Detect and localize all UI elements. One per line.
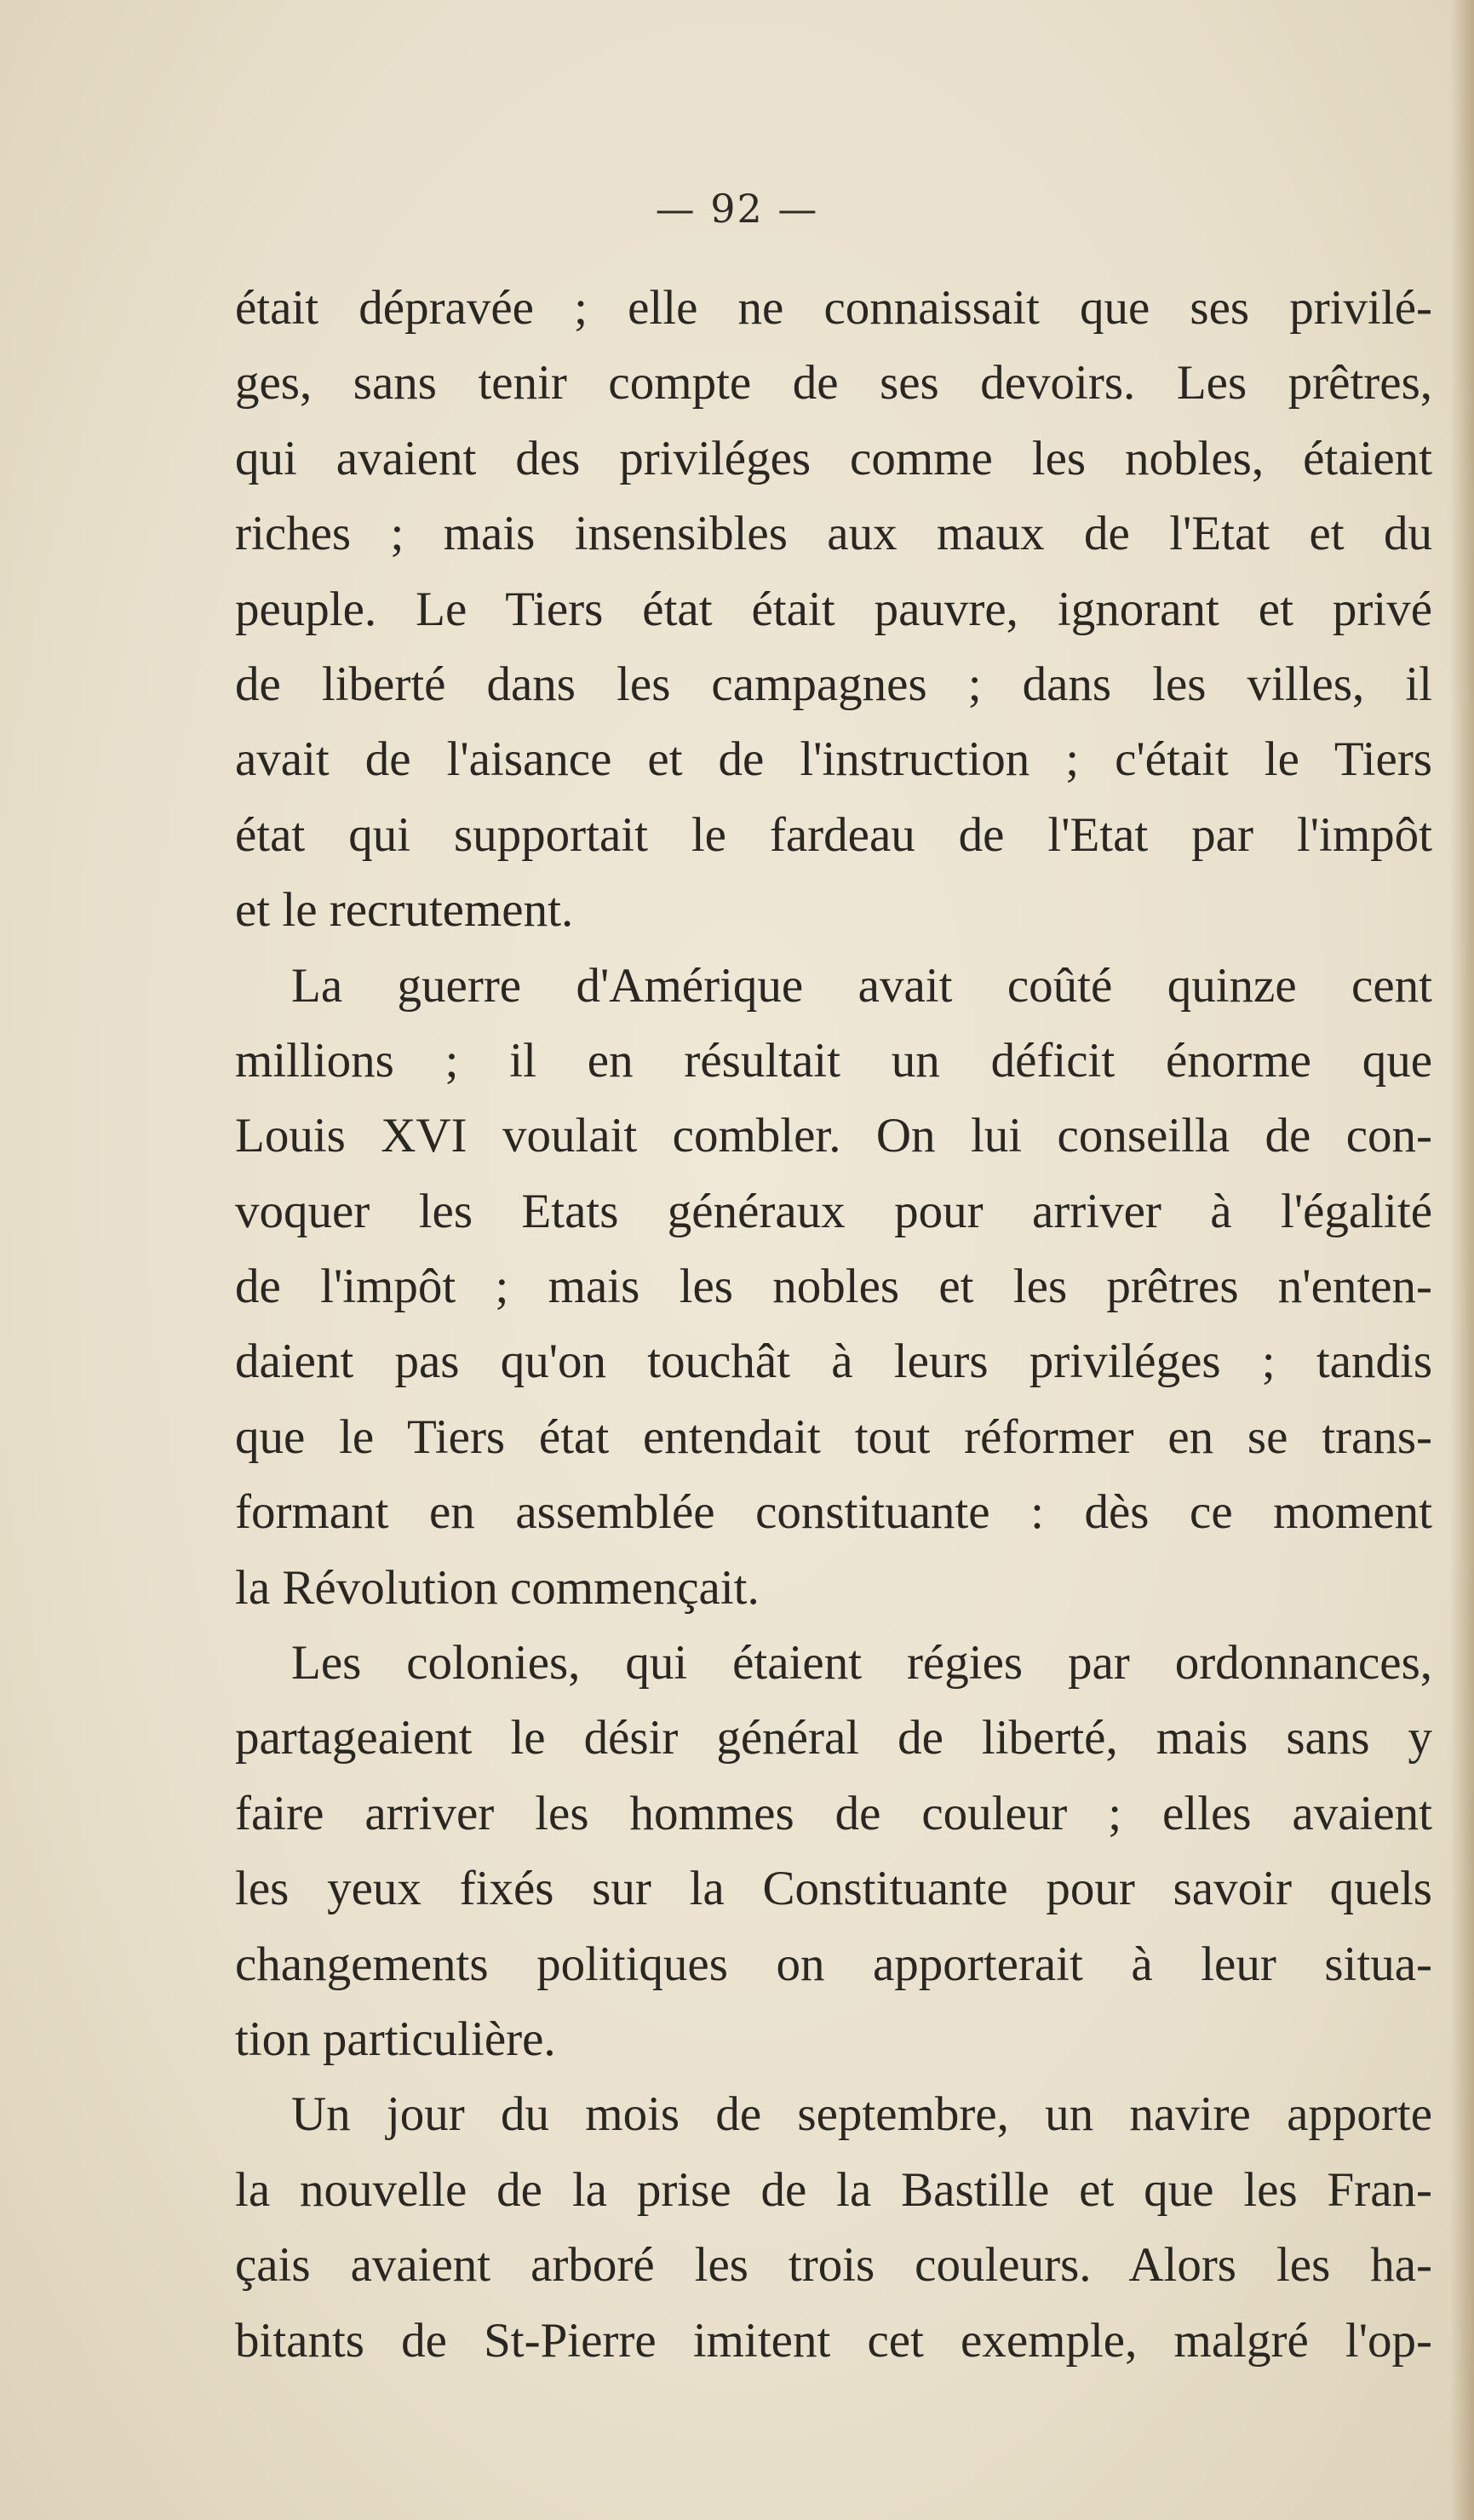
- paragraph-start-line: La guerre d'Amérique avait coûté quinze cent: [291, 958, 1432, 1013]
- text-line: Louis XVI voulait combler. On lui conseilla de con-: [235, 1109, 1432, 1163]
- paragraph-start-line: Un jour du mois de septembre, un navire apporte: [291, 2087, 1432, 2142]
- text-line: faire arriver les hommes de couleur ; elles avaient: [235, 1786, 1432, 1840]
- text-line: de liberté dans les campagnes ; dans les villes, il: [235, 657, 1432, 711]
- body-text: [235, 271, 1432, 2379]
- text-line: bitants de St-Pierre imitent cet exemple, malgré l'op-: [235, 2313, 1432, 2368]
- text-line: partageaient le désir général de liberté, mais sans y: [235, 1711, 1432, 1765]
- text-line: millions ; il en résultait un déficit énorme que: [235, 1033, 1432, 1088]
- text-line: riches ; mais insensibles aux maux de l'Etat et du: [235, 507, 1432, 561]
- paragraph-start-line: Les colonies, qui étaient régies par ordonnances,: [291, 1636, 1432, 1691]
- text-line: peuple. Le Tiers état était pauvre, ignorant et privé: [235, 582, 1432, 636]
- paragraph-end-line: la Révolution commençait.: [235, 1560, 760, 1615]
- text-line: formant en assemblée constituante : dès ce moment: [235, 1485, 1432, 1540]
- text-line: ges, sans tenir compte de ses devoirs. Les prêtres,: [235, 356, 1432, 410]
- text-line: de l'impôt ; mais les nobles et les prêtres n'enten-: [235, 1260, 1432, 1314]
- text-line: que le Tiers état entendait tout réformer en se trans-: [235, 1409, 1432, 1464]
- paragraph-end-line: tion particulière.: [235, 2012, 556, 2066]
- text-line: était dépravée ; elle ne connaissait que ses privilé-: [235, 281, 1432, 335]
- paragraph-end-line: et le recrutement.: [235, 883, 574, 938]
- text-line: la nouvelle de la prise de la Bastille et que les Fran-: [235, 2162, 1432, 2217]
- text-line: état qui supportait le fardeau de l'Etat par l'impôt: [235, 807, 1432, 862]
- page-number: — 92 —: [655, 186, 819, 232]
- text-line: voquer les Etats généraux pour arriver à l'égalité: [235, 1184, 1432, 1238]
- page-edge-shadow: [1450, 0, 1474, 2520]
- text-line: changements politiques on apporterait à leur situa-: [235, 1937, 1432, 1991]
- text-line: qui avaient des priviléges comme les nobles, étaient: [235, 431, 1432, 485]
- text-line: avait de l'aisance et de l'instruction ; c'était le Tiers: [235, 732, 1432, 787]
- text-line: les yeux fixés sur la Constituante pour savoir quels: [235, 1862, 1432, 1916]
- text-line: daient pas qu'on touchât à leurs priviléges ; tandis: [235, 1335, 1432, 1389]
- text-line: çais avaient arboré les trois couleurs. Alors les ha-: [235, 2238, 1432, 2293]
